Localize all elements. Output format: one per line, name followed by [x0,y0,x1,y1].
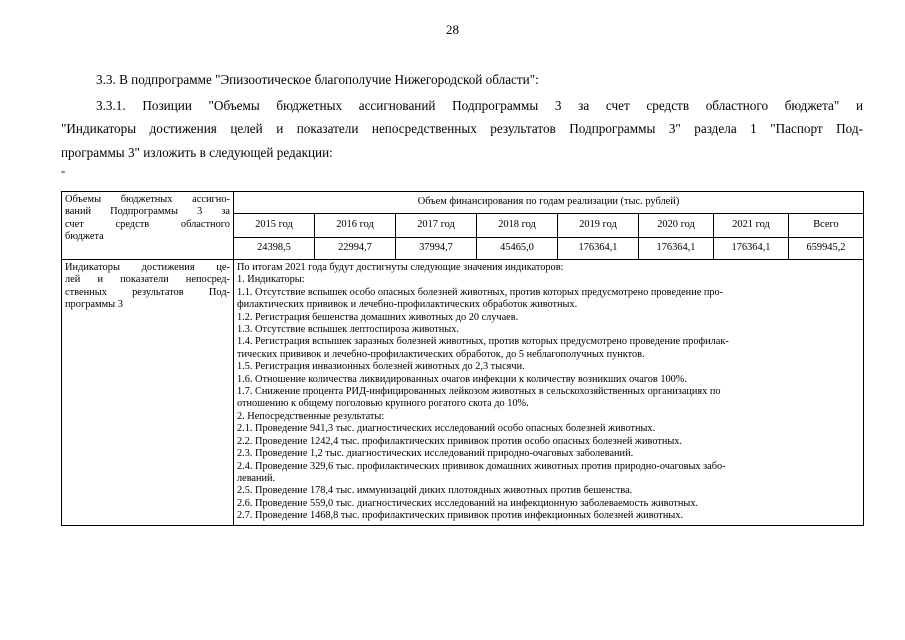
year-header: 2015 год [234,214,315,238]
content-line: 1.2. Регистрация бешенства домашних животных до 20 случаев. [237,311,519,323]
funding-value: 24398,5 [234,238,315,260]
content-line: филактических прививок и лечебно-профилактических обработок животных. [237,299,578,311]
year-header: 2021 год [714,214,789,238]
opening-quote: " [61,170,66,181]
budget-label-line: счет средств областного [65,218,230,230]
budget-label-cell [62,192,234,260]
funding-value: 37994,7 [396,238,477,260]
funding-value: 22994,7 [315,238,396,260]
content-line: 2. Непосредственные результаты: [237,410,385,422]
indicators-label-line: лей и показатели непосред- [65,274,230,286]
paragraph-3-3-1-line-2: "Индикаторы достижения целей и показатели непосредственных результатов Подпрограммы 3" раздела 1 "Паспорт Под- [61,121,863,136]
content-line: 2.6. Проведение 559,0 тыс. диагностических исследований на инфекционную заболеваемость животных. [237,497,699,509]
content-line: По итогам 2021 года будут достигнуты следующие значения индикаторов: [237,262,564,273]
content-line: 2.4. Проведение 329,6 тыс. профилактических прививок домашних животных против природно-очаговых забо- [237,460,726,472]
year-header: 2020 год [639,214,714,238]
content-line: леваний. [237,472,276,484]
content-line: 1.3. Отсутствие вспышек лептоспироза животных. [237,324,459,336]
paragraph-3-3-1-line-3: программы 3" изложить в следующей редакции: [61,145,333,160]
content-line: 2.3. Проведение 1,2 тыс. диагностических исследований природно-очаговых заболеваний. [237,448,634,460]
passport-table [61,191,864,526]
funding-value: 176364,1 [714,238,789,260]
total-header: Всего [789,214,864,238]
content-line: отношению к общему поголовью крупного рогатого скота до 10%. [237,398,529,410]
content-line: 1.6. Отношение количества ликвидированных очагов инфекции к количеству возникших очагов 100%. [237,373,687,385]
content-line: 1. Индикаторы: [237,274,305,286]
paragraph-3-3: 3.3. В подпрограмме "Эпизоотическое благополучие Нижегородской области": [96,72,539,87]
page-number: 28 [446,22,459,37]
budget-label-line: ваний Подпрограммы 3 за [65,206,230,218]
content-line: 1.7. Снижение процента РИД-инфицированных лейкозом животных в сельскохозяйственных организациях по [237,386,721,398]
content-line: 2.7. Проведение 1468,8 тыс. профилактических прививок против инфекционных болезней животных. [237,510,684,522]
indicators-label-line: программы 3 [65,299,123,311]
indicators-label-line: ственных результатов Под- [65,286,230,298]
year-header: 2016 год [315,214,396,238]
funding-total: 659945,2 [789,238,864,260]
paragraph-3-3-1-line-1: 3.3.1. Позиции "Объемы бюджетных ассигнований Подпрограммы 3 за счет средств областного бюджета" и [96,98,863,113]
content-line: 1.1. Отсутствие вспышек особо опасных болезней животных, против которых предусмотрено проведение про- [237,286,724,298]
content-line: тических прививок и лечебно-профилактических обработок, до 5 неблагополучных пунктов. [237,348,645,360]
indicators-content-cell [234,260,864,526]
content-line: 1.5. Регистрация инвазионных болезней животных до 2,3 тысячи. [237,361,525,373]
content-line: 2.2. Проведение 1242,4 тыс. профилактических прививок против особо опасных болезней животных. [237,435,682,447]
year-header: 2017 год [396,214,477,238]
funding-value: 45465,0 [477,238,558,260]
budget-label-line: бюджета [65,231,104,243]
content-line: 1.4. Регистрация вспышек заразных болезней животных, против которых предусмотрено проведение профилак- [237,336,729,348]
funding-value: 176364,1 [558,238,639,260]
year-header: 2019 год [558,214,639,238]
budget-label-line: Объемы бюджетных ассигно- [65,194,230,205]
indicators-label-cell [62,260,234,526]
content-line: 2.5. Проведение 178,4 тыс. иммунизаций диких плотоядных животных против бешенства. [237,485,633,497]
content-line: 2.1. Проведение 941,3 тыс. диагностических исследований особо опасных болезней животных. [237,423,656,435]
year-header: 2018 год [477,214,558,238]
financing-header: Объем финансирования по годам реализации (тыс. рублей) [234,192,864,214]
indicators-label-line: Индикаторы достижения це- [65,262,230,273]
funding-value: 176364,1 [639,238,714,260]
